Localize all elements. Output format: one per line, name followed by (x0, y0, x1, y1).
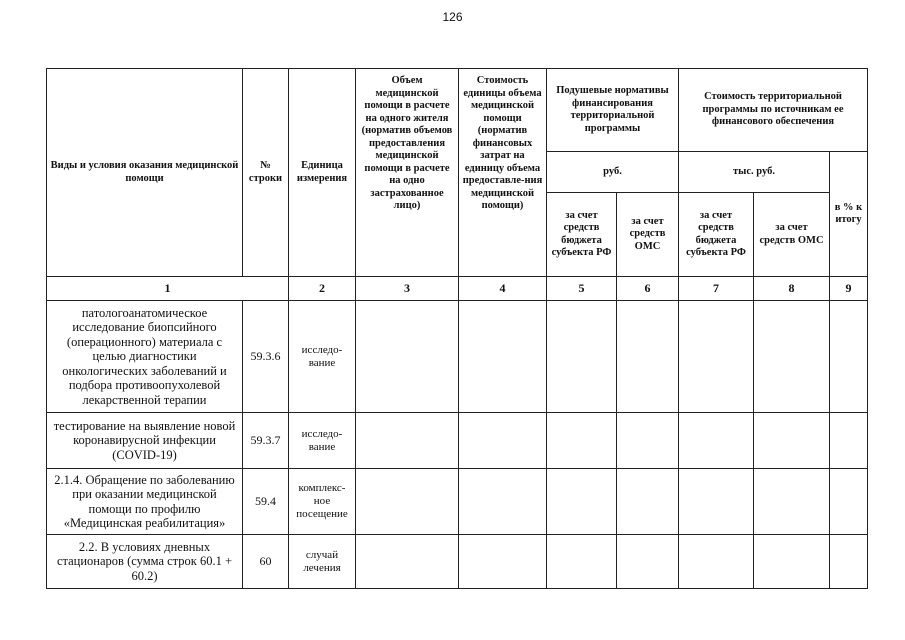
column-number: 5 (547, 277, 617, 301)
cell-unit-cost (459, 535, 547, 589)
header-per-capita-standards: Подушевые нормативы финансирования территориальной программы (547, 69, 679, 152)
header-percent-of-total: в % к итогу (830, 152, 868, 277)
cell-percent (830, 469, 868, 535)
cell-unit-cost (459, 413, 547, 469)
column-number: 6 (617, 277, 679, 301)
row-unit: исследо-вание (289, 413, 356, 469)
cell-unit-cost (459, 469, 547, 535)
cell-budget-rf-thousand (679, 535, 754, 589)
row-name: 2.1.4. Обращение по заболеванию при оказании медицинской помощи по профилю «Медицинская реабилитация» (47, 469, 243, 535)
row-name: 2.2. В условиях дневных стационаров (сумма строк 60.1 + 60.2) (47, 535, 243, 589)
header-type-and-conditions: Виды и условия оказания медицинской помощи (47, 69, 243, 277)
table-row (47, 469, 868, 535)
cell-oms-rub (617, 535, 679, 589)
cell-percent (830, 413, 868, 469)
cell-percent (830, 301, 868, 413)
cell-budget-rf-thousand (679, 413, 754, 469)
row-unit: случай лечения (289, 535, 356, 589)
row-number: 60 (243, 535, 289, 589)
row-name: тестирование на выявление новой коронавирусной инфекции (COVID-19) (47, 413, 243, 469)
cell-oms-rub (617, 301, 679, 413)
column-number: 8 (754, 277, 830, 301)
column-number: 1 (47, 277, 289, 301)
cell-budget-rf-thousand (679, 469, 754, 535)
column-number: 3 (356, 277, 459, 301)
header-oms-rub: за счет средств ОМС (617, 193, 679, 277)
column-number: 9 (830, 277, 868, 301)
header-unit-thousand-rub: тыс. руб. (679, 152, 830, 193)
cell-oms-rub (617, 469, 679, 535)
header-unit-cost: Стоимость единицы объема медицинской помощи (норматив финансовых затрат на единицу объема предоставле-ния медицинской помощи) (459, 69, 547, 277)
header-unit-rub: руб. (547, 152, 679, 193)
cell-budget-rf-thousand (679, 301, 754, 413)
header-oms-thousand: за счет средств ОМС (754, 193, 830, 277)
column-number: 2 (289, 277, 356, 301)
column-number: 7 (679, 277, 754, 301)
header-volume-per-capita: Объем медицинской помощи в расчете на одного жителя (норматив объемов предоставления медицинской помощи в расчете на одно застрахованное лицо) (356, 69, 459, 277)
cell-volume (356, 301, 459, 413)
table-header (47, 69, 868, 301)
header-program-cost: Стоимость территориальной программы по источникам ее финансового обеспечения (679, 69, 868, 152)
cell-oms-thousand (754, 469, 830, 535)
column-number-row (47, 277, 868, 301)
table-body (47, 301, 868, 589)
cell-volume (356, 469, 459, 535)
medical-care-table (46, 68, 868, 589)
column-number: 4 (459, 277, 547, 301)
row-number: 59.3.7 (243, 413, 289, 469)
table-row (47, 535, 868, 589)
table-row (47, 301, 868, 413)
row-number: 59.4 (243, 469, 289, 535)
cell-oms-rub (617, 413, 679, 469)
cell-volume (356, 413, 459, 469)
cell-unit-cost (459, 301, 547, 413)
cell-percent (830, 535, 868, 589)
row-unit: комплекс-ное посещение (289, 469, 356, 535)
cell-budget-rf-rub (547, 301, 617, 413)
header-budget-rf-rub: за счет средств бюджета субъекта РФ (547, 193, 617, 277)
cell-volume (356, 535, 459, 589)
cell-oms-thousand (754, 413, 830, 469)
cell-budget-rf-rub (547, 469, 617, 535)
header-unit: Единица измерения (289, 69, 356, 277)
header-budget-rf-thousand: за счет средств бюджета субъекта РФ (679, 193, 754, 277)
header-row-number: № строки (243, 69, 289, 277)
row-number: 59.3.6 (243, 301, 289, 413)
page-number: 126 (442, 10, 463, 24)
cell-budget-rf-rub (547, 535, 617, 589)
cell-oms-thousand (754, 535, 830, 589)
cell-oms-thousand (754, 301, 830, 413)
row-unit: исследо-вание (289, 301, 356, 413)
row-name: патологоанатомическое исследование биопсийного (операционного) материала с целью диагностики онкологических заболеваний и подбора противоопухолевой лекарственной терапии (47, 301, 243, 413)
cell-budget-rf-rub (547, 413, 617, 469)
table-row (47, 413, 868, 469)
